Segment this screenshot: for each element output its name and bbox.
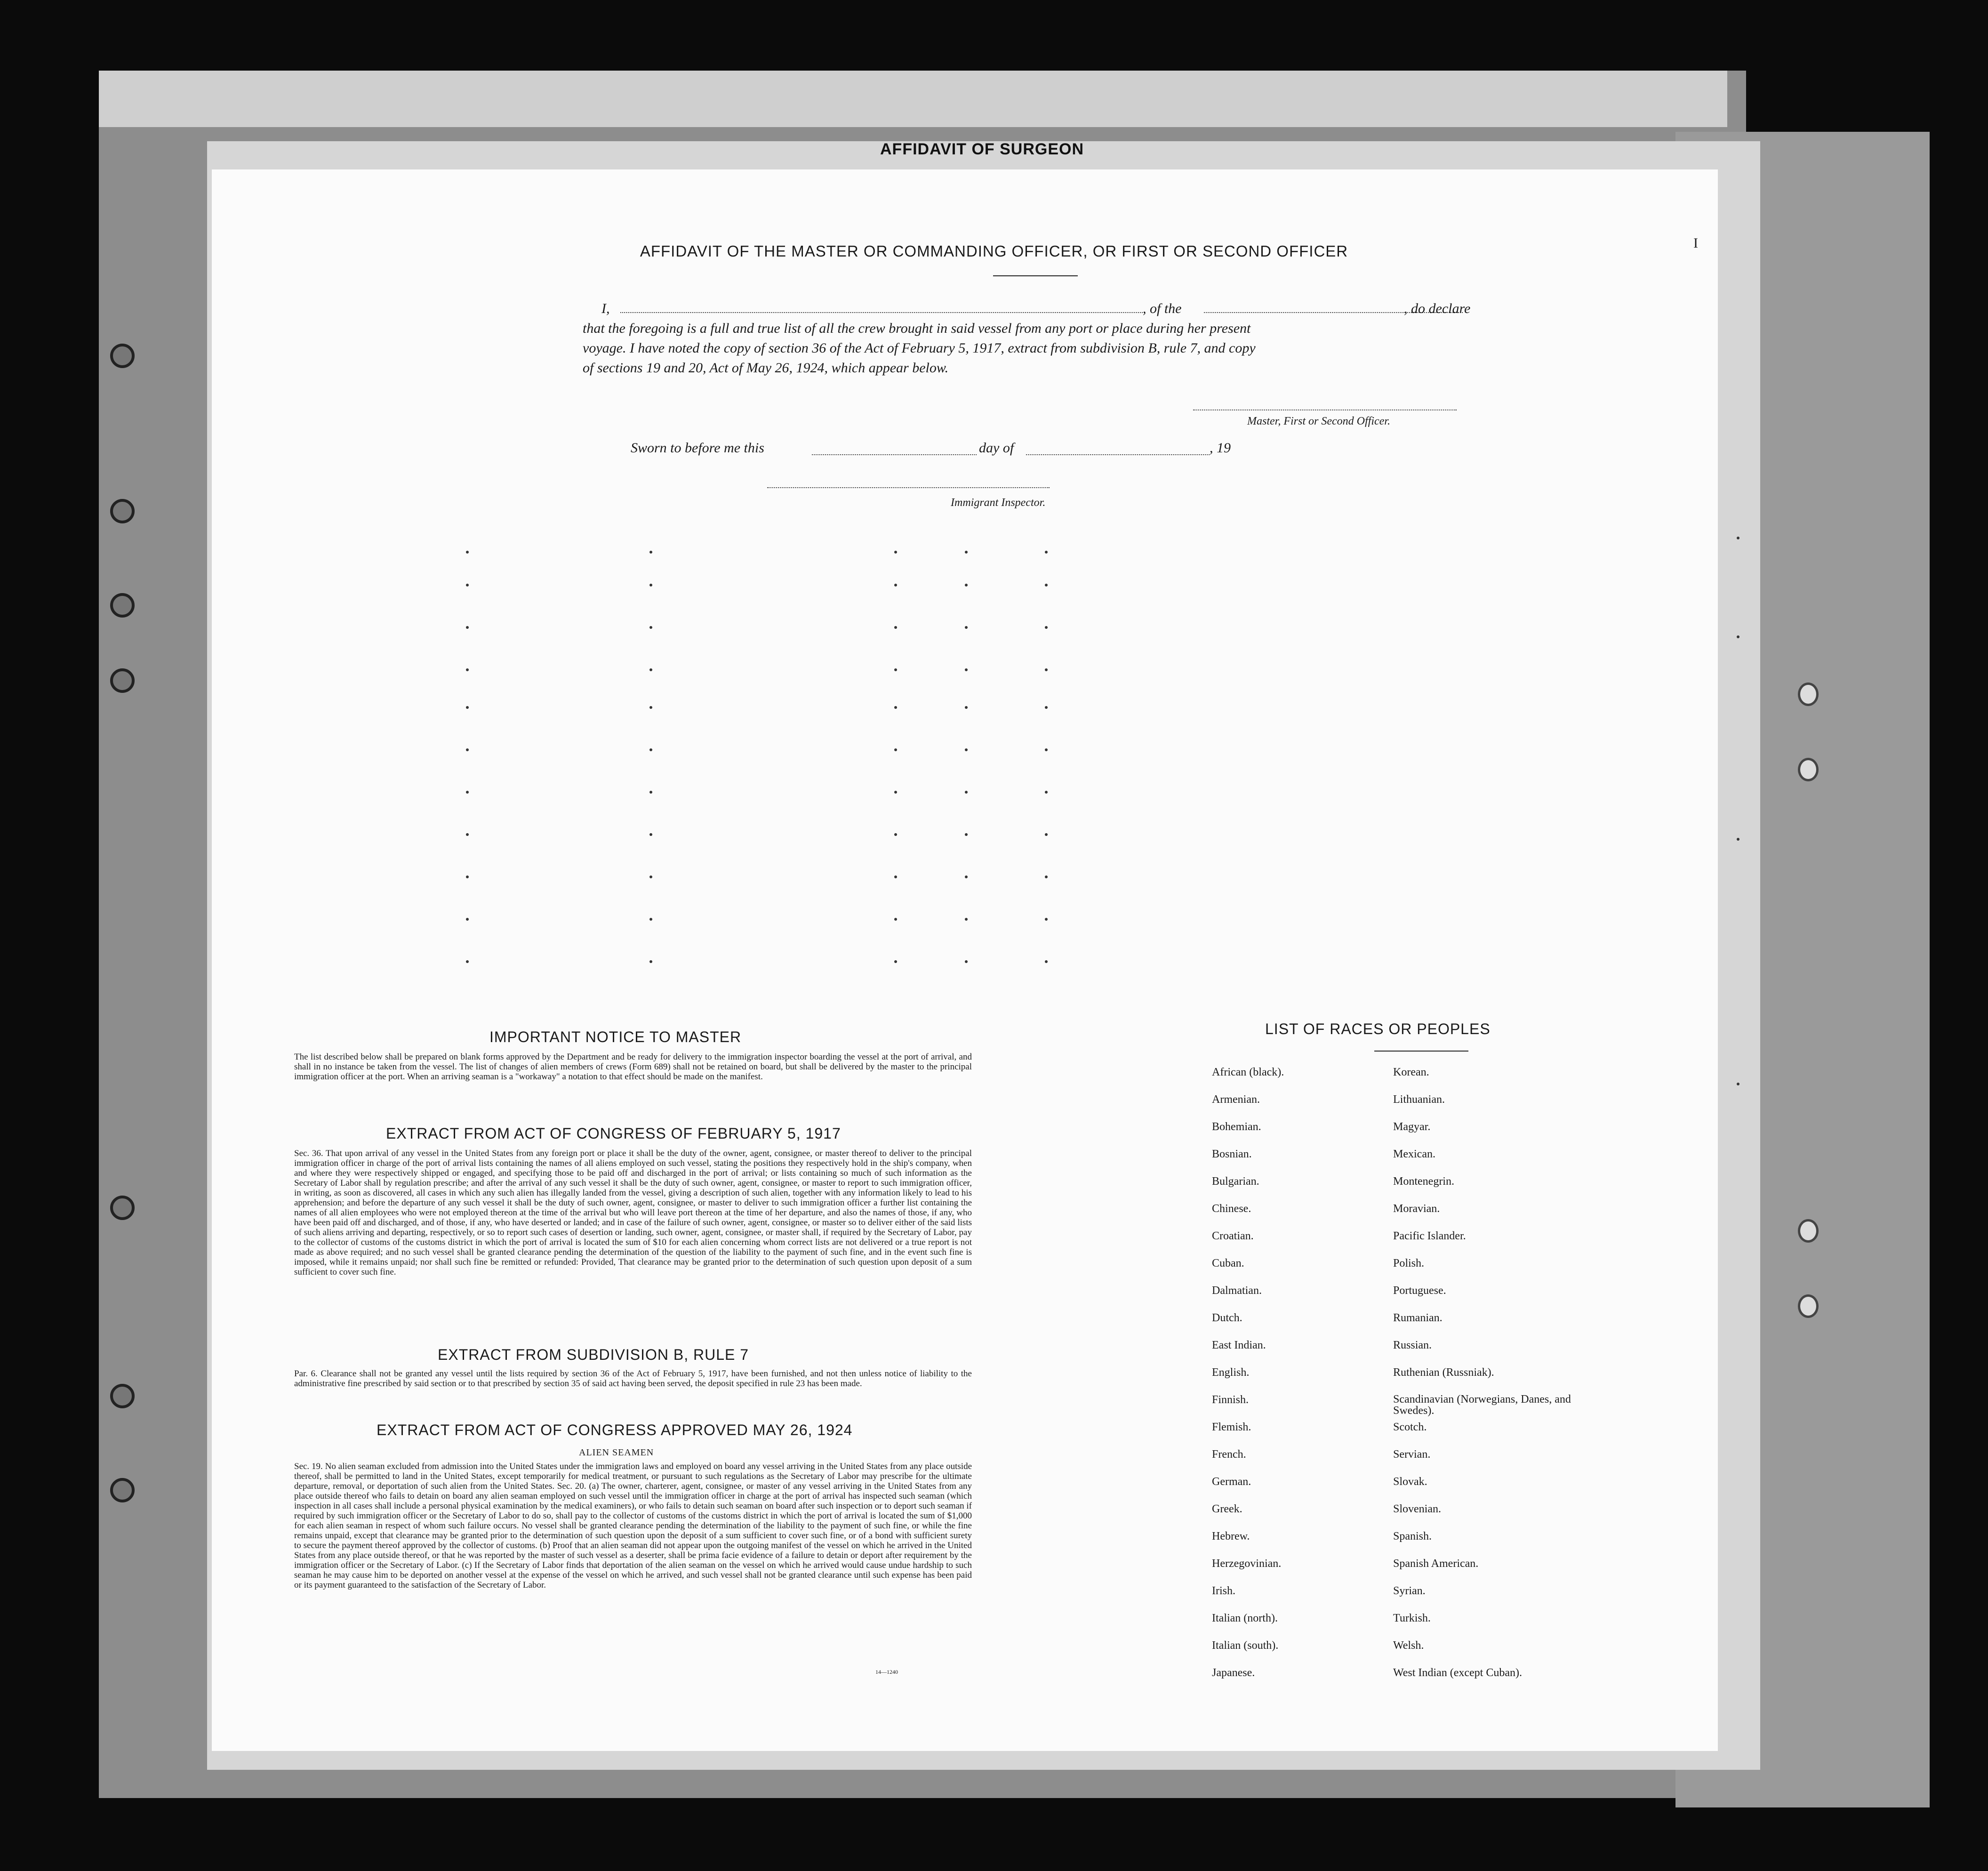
race-entry: French.	[1212, 1448, 1246, 1461]
alien-seamen-subtitle: ALIEN SEAMEN	[579, 1447, 654, 1458]
surgeon-sheet-strip	[99, 71, 1727, 127]
title-rule	[993, 275, 1078, 276]
race-entry: Dalmatian.	[1212, 1285, 1262, 1297]
binder-hole	[110, 1384, 135, 1408]
rule7-body: Par. 6. Clearance shall not be granted any vessel until the lists required by section 36 of the Act of February 5, 1917, have been furnished, and not then unless notice of liability to the administrative fine prescribed by said section or to that prescribed by section 35 of said act having been served, the deposit specified in rule 23 has been made.	[294, 1369, 972, 1389]
races-title: LIST OF RACES OR PEOPLES	[1265, 1020, 1491, 1037]
inspector-signature-caption: Immigrant Inspector.	[951, 497, 1046, 509]
race-entry: Italian (north).	[1212, 1612, 1278, 1624]
inspector-signature-line[interactable]	[767, 487, 1050, 488]
declaration-do-declare: , do declare	[1404, 301, 1471, 316]
race-entry: Rumanian.	[1393, 1312, 1443, 1324]
declaration-i: I,	[601, 301, 610, 316]
notice-body: The list described below shall be prepared on blank forms approved by the Department and be ready for delivery to the immigration inspector boarding the vessel at the port of arrival, and shall in no instance be taken from the vessel. The list of changes of alien members of crews (Form 689) shall not be retained on board, but shall be delivered by the master to the principal immigration officer at the port. When an arriving seaman is a "workaway" a notation to that effect should be made on the manifest.	[294, 1052, 972, 1082]
races-title-rule	[1374, 1051, 1468, 1052]
binder-hole	[110, 344, 135, 368]
race-entry: Welsh.	[1393, 1639, 1424, 1652]
surgeon-header: AFFIDAVIT OF SURGEON	[880, 140, 1084, 158]
binder-hole	[110, 1196, 135, 1220]
sworn-month-blank[interactable]	[1026, 454, 1210, 455]
extract-1917-body: Sec. 36. That upon arrival of any vessel in the United States from any foreign port or place it shall be the duty of the owner, agent, consignee, or master thereof to deliver to the principal immigration officer in charge of the port of arrival lists containing the names of all aliens employed on such vessel, stating the positions they respectively hold in the ship's company, when and where they were respectively shipped or engaged, and specifying those to be paid off and discharged in the port of arrival; or lists containing so much of such information as the Secretary of Labor shall by regulation prescribe; and after the arrival of any such vessel it shall be the duty of such owner, agent, consignee, or master to report to such immigration officer, in writing, as soon as discovered, all cases in which any such alien has illegally landed from the vessel, giving a description of such alien, together with any information likely to lead to his apprehension; and before the departure of any such vessel it shall be the duty of such owner, agent, consignee, or master to deliver to such immigration officer a further list containing the names of all alien employees who were not employed thereon at the time of the arrival but who will leave port thereon at the time of her departure, and also the names of those, if any, who have been paid off and discharged, and of those, if any, who have deserted or landed; and in case of the failure of such owner, agent, consignee, or master so to deliver either of the said lists of such aliens arriving and departing, respectively, or so to report such cases of desertion or landing, such owner, agent, consignee, or master shall, if required by the Secretary of Labor, pay to the collector of customs of the customs district in which the port of arrival is located the sum of $10 for each alien concerning whom correct lists are not delivered or a true report is not made as above required; and no such vessel shall be granted clearance pending the determination of the question of the liability to the payment of such fine, and in the event such fine is imposed, while it remains unpaid; nor shall such fine be remitted or refunded: Provided, That clearance may be granted prior to the determination of such question upon deposit of a sum sufficient to cover such fine.	[294, 1148, 972, 1277]
race-entry: Mexican.	[1393, 1148, 1435, 1160]
race-entry: West Indian (except Cuban).	[1393, 1667, 1522, 1679]
notice-title: IMPORTANT NOTICE TO MASTER	[489, 1028, 742, 1045]
race-entry: Hebrew.	[1212, 1530, 1250, 1542]
binder-hole	[110, 499, 135, 523]
declaration-line-4: of sections 19 and 20, Act of May 26, 1924, which appear below.	[583, 360, 949, 376]
declaration-line-2: that the foregoing is a full and true list of all the crew brought in said vessel from any port or place during her present	[583, 321, 1251, 336]
race-entry: Scotch.	[1393, 1421, 1427, 1433]
race-entry: Italian (south).	[1212, 1639, 1279, 1652]
sworn-year: , 19	[1210, 440, 1231, 456]
binder-hole	[1798, 758, 1819, 781]
binder-hole	[1798, 683, 1819, 706]
form-number: 14—1240	[875, 1669, 898, 1675]
race-entry: Polish.	[1393, 1257, 1425, 1269]
race-entry: Syrian.	[1393, 1585, 1426, 1597]
race-entry: African (black).	[1212, 1066, 1284, 1078]
master-signature-caption: Master, First or Second Officer.	[1247, 415, 1390, 427]
affidavit-title: AFFIDAVIT OF THE MASTER OR COMMANDING OFFICER, OR FIRST OR SECOND OFFICER	[640, 242, 1348, 260]
race-entry: Russian.	[1393, 1339, 1432, 1351]
sworn-label: Sworn to before me this	[631, 440, 764, 456]
race-entry: Greek.	[1212, 1503, 1242, 1515]
race-entry: Flemish.	[1212, 1421, 1251, 1433]
extract-1917-title: EXTRACT FROM ACT OF CONGRESS OF FEBRUARY 5, 1917	[386, 1125, 841, 1142]
race-entry: Dutch.	[1212, 1312, 1242, 1324]
race-entry: Chinese.	[1212, 1203, 1251, 1215]
race-entry: Korean.	[1393, 1066, 1429, 1078]
race-entry: Slovak.	[1393, 1476, 1427, 1488]
extract-1924-body: Sec. 19. No alien seaman excluded from admission into the United States under the immigration laws and employed on board any vessel arriving in the United States from any place outside thereof, shall be permitted to land in the United States, except temporarily for medical treatment, or pursuant to such regulations as the Secretary of Labor may prescribe for the ultimate departure, removal, or deportation of such alien from the United States. Sec. 20. (a) The owner, charterer, agent, consignee, or master of any vessel arriving in the United States from any place outside thereof who fails to detain on board any alien seaman employed on such vessel until the immigration officer in charge at the port of arrival has inspected such seaman (which inspection in all cases shall include a personal physical examination by the medical examiners), or who fails to detain such seaman on board after such inspection or to deport such seaman if required by such immigration officer or the Secretary of Labor to do so, shall pay to the collector of customs of the customs district in which the port of arrival is located the sum of $1,000 for each alien seaman in respect of whom such failure occurs. No vessel shall be granted clearance pending the determination of the liability to the payment of such fine, or while the fine remains unpaid, except that clearance may be granted prior to the determination of such question upon the deposit of a sum sufficient to cover such fine, or of a bond with sufficient surety to secure the payment thereof approved by the collector of customs. (b) Proof that an alien seaman did not appear upon the outgoing manifest of the vessel on which he arrived in the United States from any place outside thereof, or that he was reported by the master of such vessel as a deserter, shall be prima facie evidence of a failure to detain or deport after requirement by the immigration officer or the Secretary of Labor. (c) If the Secretary of Labor finds that deportation of the alien seaman on the vessel on which he arrived would cause undue hardship to such seaman he may cause him to be deported on another vessel at the expense of the vessel on which he arrived, and such vessel shall not be granted clearance until such expense has been paid or its payment guaranteed to the satisfaction of the Secretary of Labor.	[294, 1461, 972, 1590]
race-entry: Armenian.	[1212, 1093, 1260, 1106]
race-entry: East Indian.	[1212, 1339, 1266, 1351]
race-entry: Japanese.	[1212, 1667, 1255, 1679]
race-entry: Spanish American.	[1393, 1558, 1479, 1570]
race-entry: German.	[1212, 1476, 1251, 1488]
race-entry: Irish.	[1212, 1585, 1235, 1597]
race-entry: Pacific Islander.	[1393, 1230, 1466, 1242]
race-entry: Finnish.	[1212, 1394, 1249, 1406]
declaration-of-the: , of the	[1143, 301, 1182, 316]
race-entry: Bohemian.	[1212, 1121, 1261, 1133]
sworn-day-of: day of	[979, 440, 1014, 456]
race-entry: Scandinavian (Norwegians, Danes, and Swedes).	[1393, 1393, 1571, 1417]
race-entry: Montenegrin.	[1393, 1175, 1454, 1188]
race-entry: Bulgarian.	[1212, 1175, 1259, 1188]
race-entry: Magyar.	[1393, 1121, 1431, 1133]
race-entry: Lithuanian.	[1393, 1093, 1445, 1106]
race-entry: Turkish.	[1393, 1612, 1431, 1624]
sworn-day-blank[interactable]	[812, 454, 977, 455]
binder-hole	[110, 593, 135, 618]
race-entry: Herzegovinian.	[1212, 1558, 1282, 1570]
binder-hole	[110, 1478, 135, 1502]
affidavit-declaration	[583, 299, 1491, 378]
rule7-title: EXTRACT FROM SUBDIVISION B, RULE 7	[438, 1346, 749, 1363]
race-entry: Portuguese.	[1393, 1285, 1446, 1297]
race-entry: English.	[1212, 1366, 1250, 1379]
race-entry: Cuban.	[1212, 1257, 1244, 1269]
declaration-line-3: voyage. I have noted the copy of section 36 of the Act of February 5, 1917, extract from subdivision B, rule 7, and copy	[583, 340, 1256, 356]
binder-hole	[1798, 1294, 1819, 1318]
race-entry: Moravian.	[1393, 1203, 1440, 1215]
page-number: I	[1693, 235, 1698, 251]
declaration-line-1	[583, 299, 1491, 319]
race-entry: Ruthenian (Russniak).	[1393, 1366, 1494, 1379]
race-entry: Bosnian.	[1212, 1148, 1252, 1160]
name-blank[interactable]	[620, 312, 1143, 313]
race-entry: Spanish.	[1393, 1530, 1432, 1542]
extract-1924-title: EXTRACT FROM ACT OF CONGRESS APPROVED MAY 26, 1924	[377, 1421, 853, 1438]
race-entry: Servian.	[1393, 1448, 1431, 1461]
binder-hole	[110, 668, 135, 693]
binder-hole	[1798, 1219, 1819, 1243]
race-entry: Croatian.	[1212, 1230, 1254, 1242]
race-entry: Slovenian.	[1393, 1503, 1441, 1515]
